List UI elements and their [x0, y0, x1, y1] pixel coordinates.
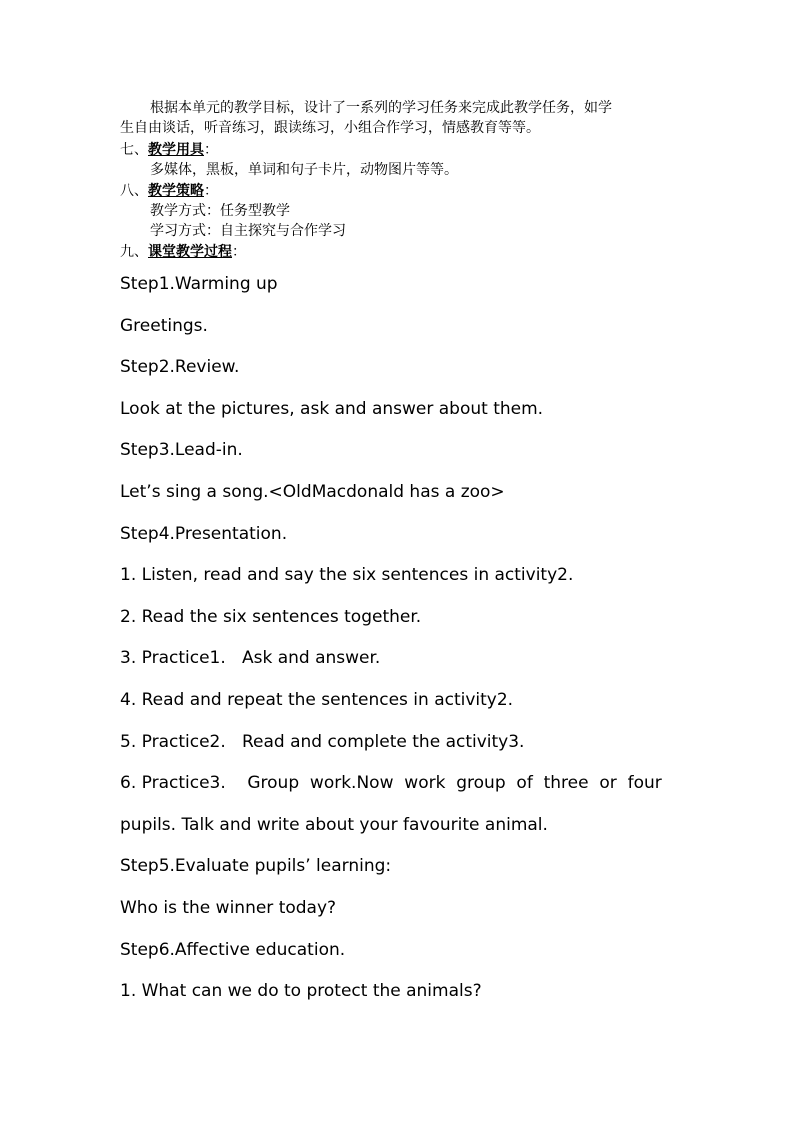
section-9-heading-row [120, 242, 246, 262]
presentation-item-6-continued: pupils. Talk and write about your favourite animal. [120, 815, 548, 835]
step-4: Step4.Presentation. [120, 524, 288, 544]
section-8-line-2: 学习方式：自主探究与合作学习 [150, 223, 346, 239]
section-7-heading-row [120, 140, 218, 160]
presentation-item-3: 3. Practice1. Ask and answer. [120, 648, 381, 668]
intro-line-1: 根据本单元的教学目标，设计了一系列的学习任务来完成此教学任务，如学 [150, 100, 612, 116]
step-2-text: Look at the pictures, ask and answer about them. [120, 399, 544, 419]
step-3-text: Let’s sing a song.<OldMacdonald has a zoo> [120, 482, 505, 502]
section-8-heading-row [120, 181, 218, 201]
presentation-item-6: 6. Practice3. Group work.Now work group of three or four [120, 773, 662, 793]
presentation-item-5: 5. Practice2. Read and complete the activity3. [120, 732, 525, 752]
step-1: Step1.Warming up [120, 274, 278, 294]
intro-line-2: 生自由谈话，听音练习，跟读练习，小组合作学习，情感教育等等。 [120, 120, 540, 136]
step-6-text: 1. What can we do to protect the animals? [120, 981, 482, 1001]
section-8-colon: ： [204, 183, 218, 199]
step-2: Step2.Review. [120, 357, 240, 377]
step-3: Step3.Lead-in. [120, 440, 243, 460]
section-7-body: 多媒体，黑板，单词和句子卡片，动物图片等等。 [150, 162, 458, 178]
presentation-item-1: 1. Listen, read and say the six sentences in activity2. [120, 565, 574, 585]
step-6: Step6.Affective education. [120, 940, 346, 960]
section-8-heading: 教学策略 [148, 183, 204, 199]
section-7-colon: ： [204, 142, 218, 158]
section-8-number: 八、 [120, 183, 148, 199]
section-9-colon: ： [232, 244, 246, 260]
section-7-heading: 教学用具 [148, 142, 204, 158]
section-7-number: 七、 [120, 142, 148, 158]
step-1-text: Greetings. [120, 316, 208, 336]
presentation-item-4: 4. Read and repeat the sentences in activity2. [120, 690, 514, 710]
section-9-number: 九、 [120, 244, 148, 260]
section-8-line-1: 教学方式：任务型教学 [150, 203, 290, 219]
step-5: Step5.Evaluate pupils’ learning: [120, 856, 392, 876]
step-5-text: Who is the winner today? [120, 898, 337, 918]
presentation-item-2: 2. Read the six sentences together. [120, 607, 422, 627]
section-9-heading: 课堂教学过程 [148, 244, 232, 260]
